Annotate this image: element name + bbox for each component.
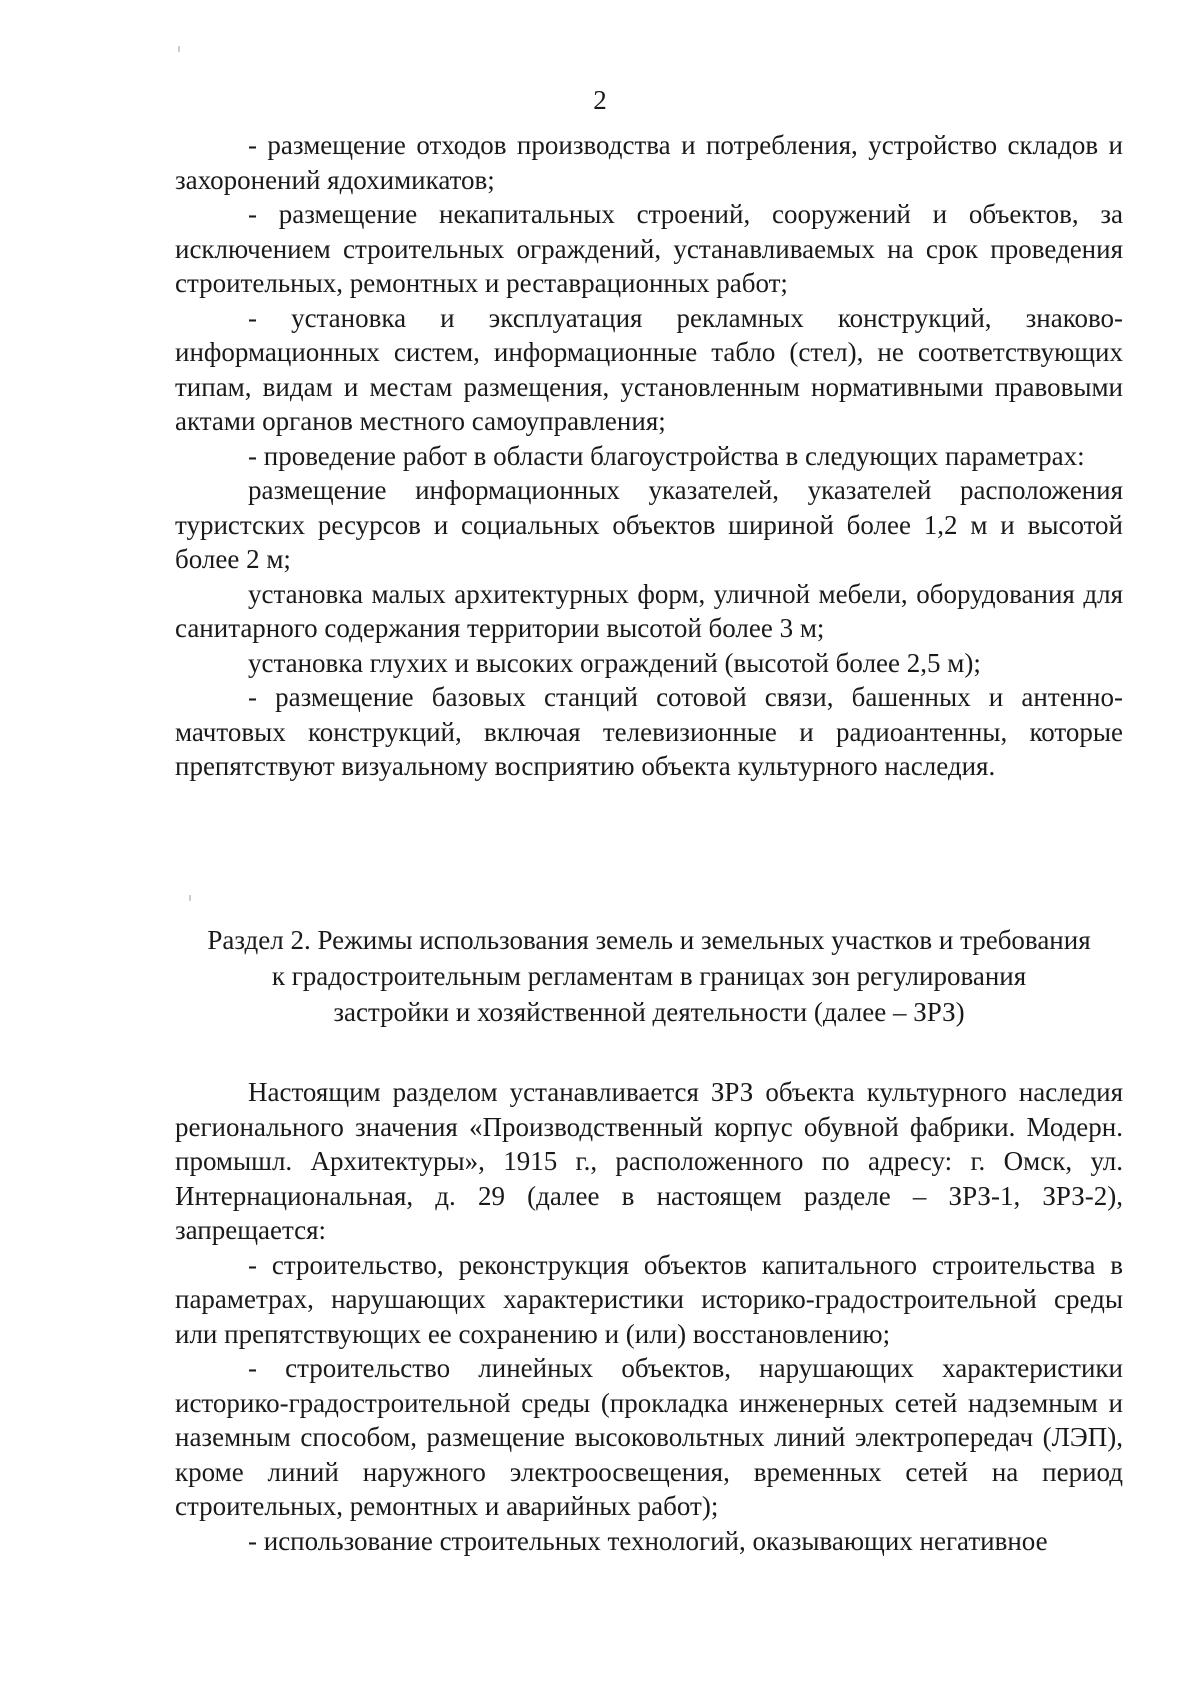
- paragraph: - размещение некапитальных строений, сооружений и объектов, за исключением строительных ограждений, устанавливаемых на срок проведения строительных, ремонтных и реставрационных работ;: [175, 199, 1123, 298]
- scan-speck: [178, 46, 180, 52]
- paragraph: - строительство линейных объектов, нарушающих характеристики историко-градостроительной среды (прокладка инженерных сетей надземным и наземным способом, размещение высоковольтных линий электропередач (ЛЭП), кроме линий наружного электроосвещения, временных сетей на период строительных, ремонтных и аварийных работ);: [175, 1353, 1123, 1521]
- top-text-block: [175, 128, 1123, 784]
- section-heading-line: Раздел 2. Режимы использования земель и земельных участков и требования: [207, 925, 1091, 955]
- paragraph: Настоящим разделом устанавливается ЗРЗ объекта культурного наследия регионального значения «Производственный корпус обувной фабрики. Модерн. промышл. Архитектуры», 1915 г., расположенного по адресу: г. Омск, ул. Интернациональная, д. 29 (далее в настоящем разделе – ЗРЗ-1, ЗРЗ-2), запрещается:: [175, 1077, 1123, 1245]
- paragraph: - размещение базовых станций сотовой связи, башенных и антенно-мачтовых конструкций, включая телевизионные и радиоантенны, которые препятствуют визуальному восприятию объекта культурного наследия.: [175, 682, 1123, 781]
- paragraph: установка малых архитектурных форм, уличной мебели, оборудования для санитарного содержания территории высотой более 3 м;: [175, 578, 1123, 643]
- paragraph: - размещение отходов производства и потребления, устройство складов и захоронений ядохимикатов;: [175, 130, 1123, 195]
- page-number: 2: [593, 85, 607, 115]
- paragraph: - установка и эксплуатация рекламных конструкций, знаково-информационных систем, информационные табло (стел), не соответствующих типам, видам и местам размещения, установленным нормативными правовыми актами органов местного самоуправления;: [175, 302, 1123, 436]
- paragraph: - проведение работ в области благоустройства в следующих параметрах:: [248, 440, 1085, 471]
- section-heading-line: к градостроительным регламентам в границах зон регулирования: [271, 961, 1027, 991]
- paragraph: - строительство, реконструкция объектов капитального строительства в параметрах, нарушающих характеристики историко-градостроительной среды или препятствующих ее сохранению и (или) восстановлению;: [175, 1249, 1123, 1349]
- bottom-text-block: [175, 1075, 1123, 1558]
- paragraph: - использование строительных технологий, оказывающих негативное: [248, 1525, 1048, 1556]
- paragraph: размещение информационных указателей, указателей расположения туристских ресурсов и социальных объектов шириной более 1,2 м и высотой более 2 м;: [175, 475, 1123, 574]
- section-heading-line: застройки и хозяйственной деятельности (далее – ЗРЗ): [333, 997, 965, 1027]
- section-heading: [175, 922, 1123, 1030]
- scan-speck: [189, 895, 191, 901]
- paragraph: установка глухих и высоких ограждений (высотой более 2,5 м);: [248, 647, 981, 678]
